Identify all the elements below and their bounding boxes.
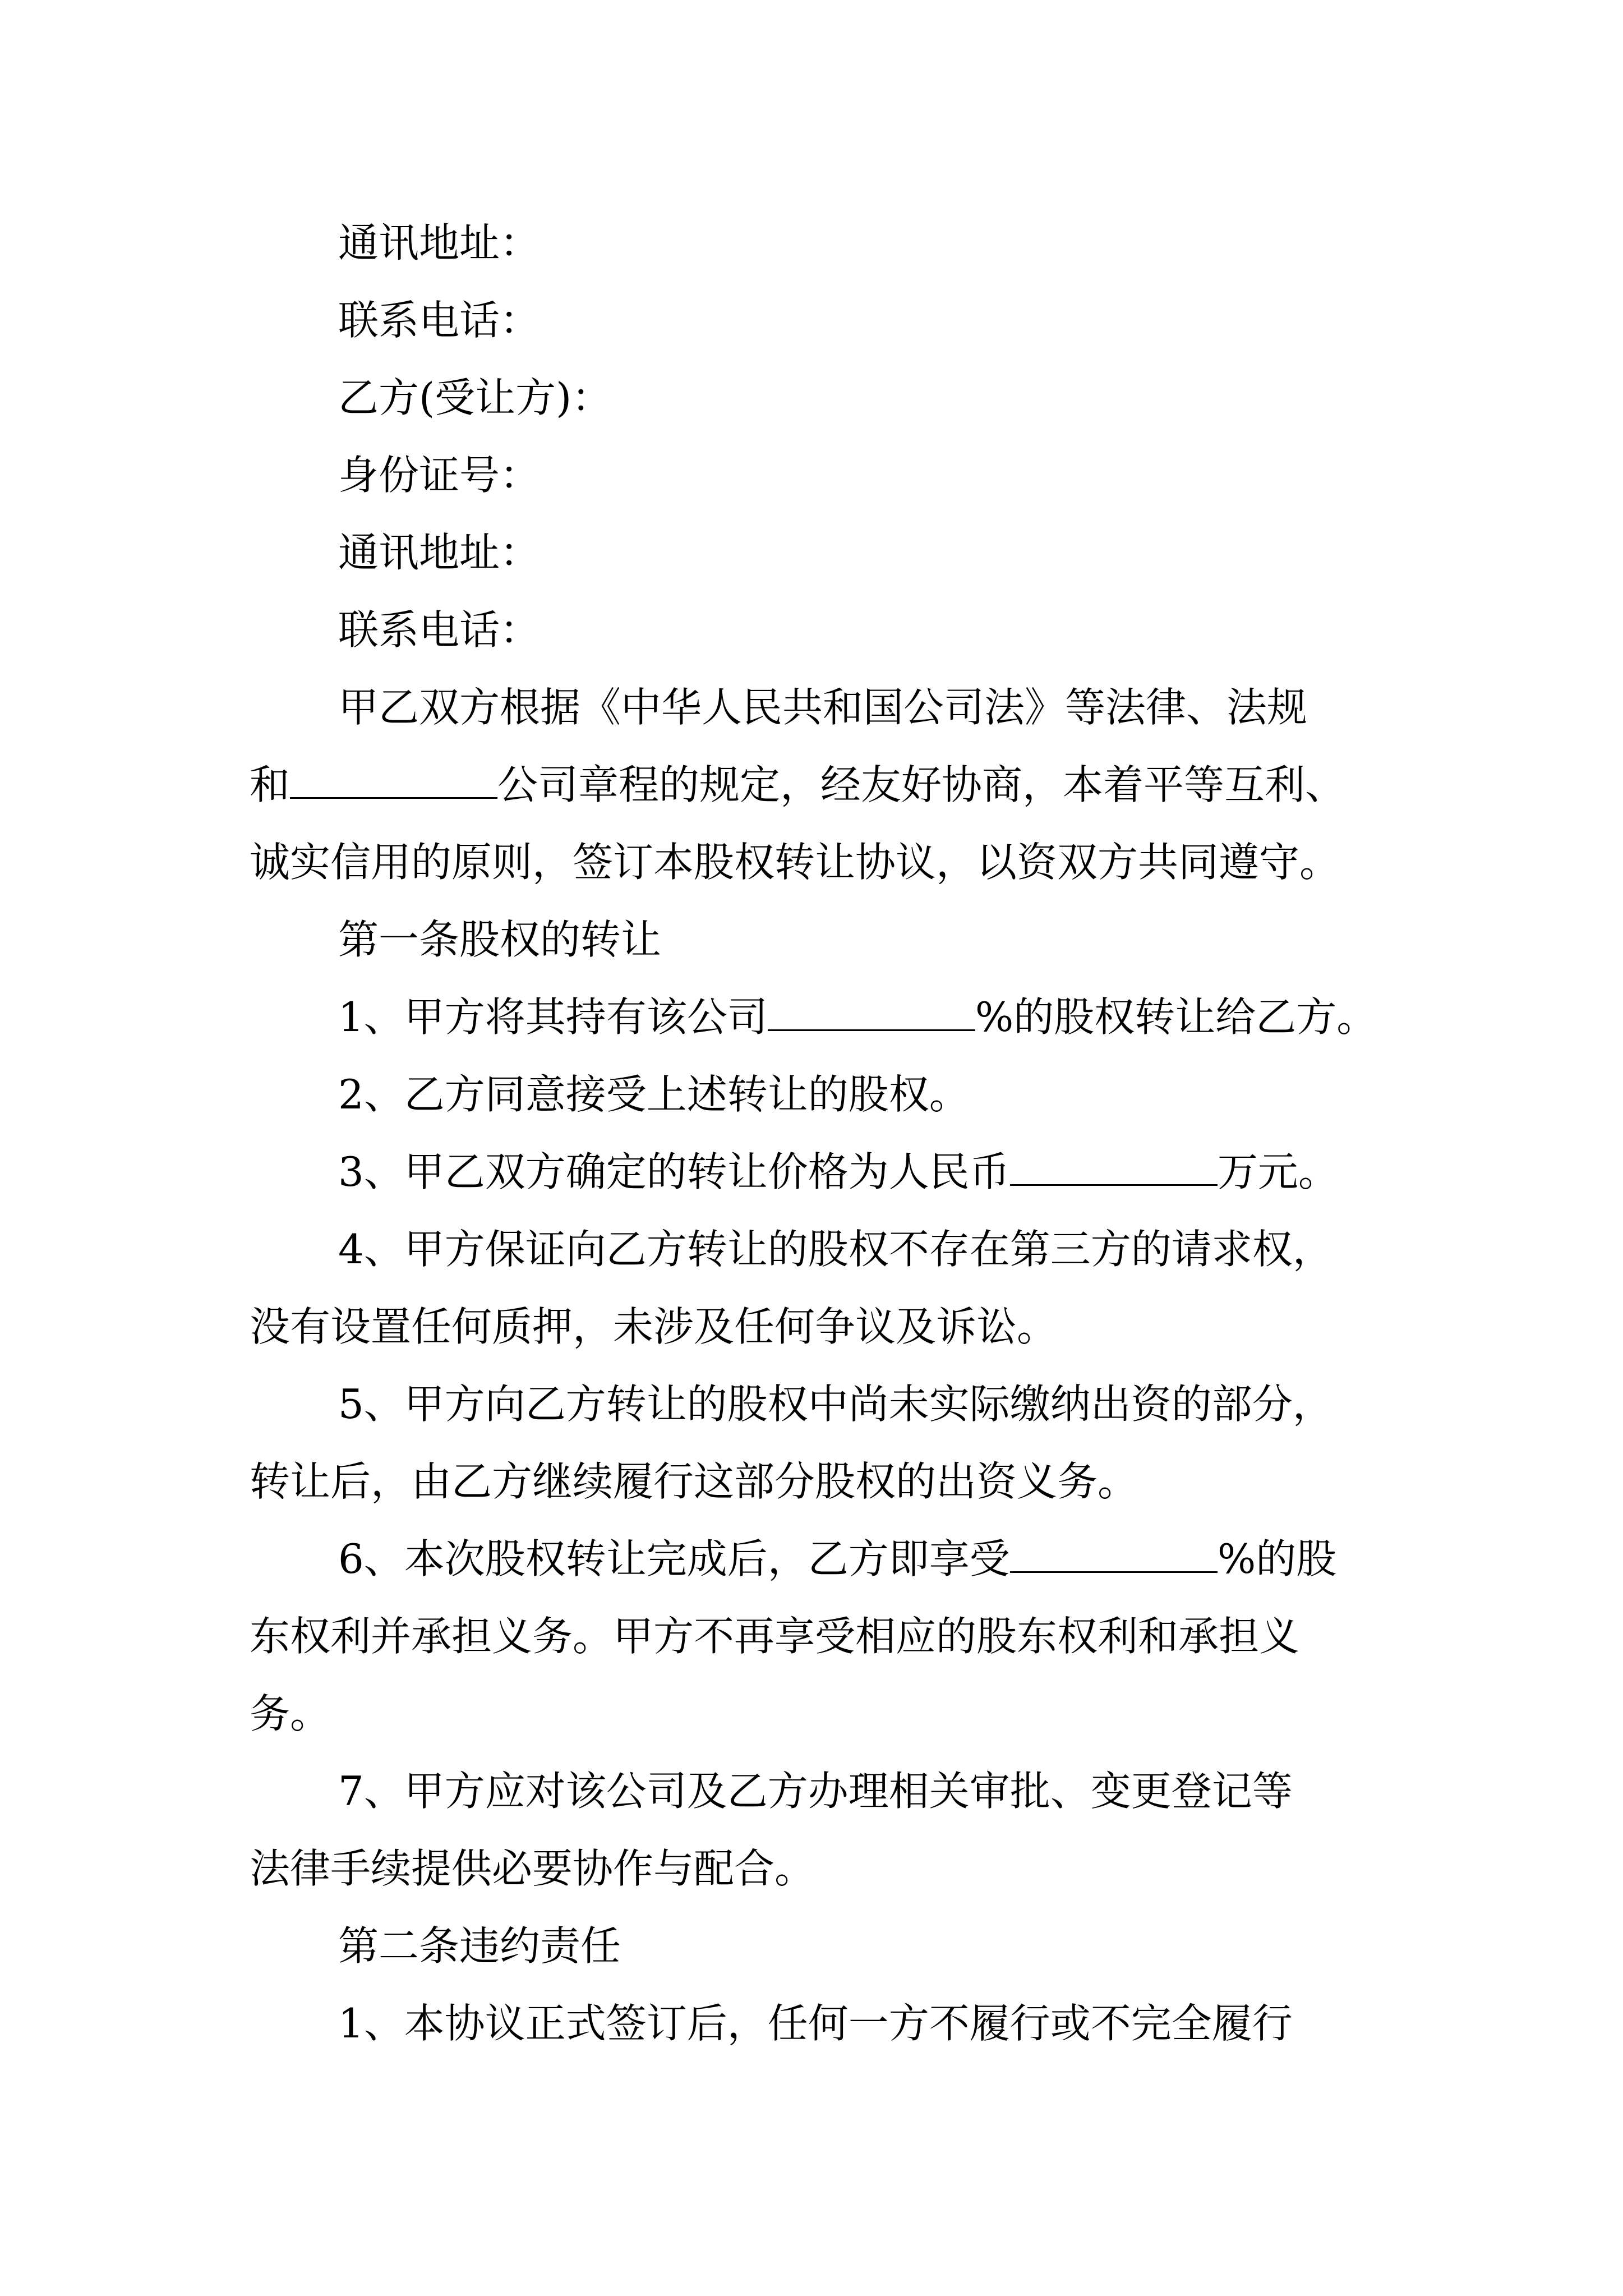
line-text: 转让后，由乙方继续履行这部分股权的出资义务。 bbox=[250, 1458, 1138, 1505]
text-line bbox=[250, 978, 1388, 1056]
line-text: 乙方(受让方)： bbox=[338, 374, 612, 421]
line-text: 通讯地址： bbox=[338, 219, 541, 266]
text-line bbox=[250, 204, 1388, 282]
line-text: 第二条违约责任 bbox=[338, 1922, 621, 1970]
section-heading bbox=[250, 1907, 1388, 1985]
fill-in-blank bbox=[768, 996, 975, 1031]
line-text: 1、甲方将其持有该公司 bbox=[338, 993, 768, 1041]
fill-in-blank bbox=[290, 763, 497, 799]
text-line bbox=[250, 436, 1388, 514]
fill-in-blank bbox=[1010, 1151, 1218, 1186]
line-text: 东权利并承担义务。甲方不再享受相应的股东权利和承担义 bbox=[250, 1613, 1300, 1660]
text-line bbox=[250, 823, 1388, 901]
line-text: 万元。 bbox=[1217, 1148, 1339, 1195]
line-text: 务。 bbox=[250, 1690, 331, 1737]
line-text: 1、本协议正式签订后，任何一方不履行或不完全履行 bbox=[338, 2000, 1293, 2047]
line-text: 身份证号： bbox=[338, 452, 541, 499]
text-line bbox=[250, 1752, 1388, 1830]
text-line bbox=[250, 1288, 1388, 1365]
line-text: %的股 bbox=[1217, 1535, 1337, 1582]
text-line bbox=[250, 1598, 1388, 1675]
line-text: %的股权转让给乙方。 bbox=[975, 993, 1377, 1041]
text-line bbox=[250, 1365, 1388, 1443]
text-line bbox=[250, 514, 1388, 591]
section-heading bbox=[250, 901, 1388, 978]
line-text: 公司章程的规定，经友好协商，本着平等互利、 bbox=[497, 761, 1346, 808]
text-line bbox=[250, 1520, 1388, 1598]
text-line bbox=[250, 591, 1388, 669]
line-text: 通讯地址： bbox=[338, 529, 541, 576]
line-text: 诚实信用的原则，签订本股权转让协议，以资双方共同遵守。 bbox=[250, 839, 1340, 886]
text-line bbox=[250, 669, 1388, 746]
line-text: 和 bbox=[250, 761, 291, 808]
text-line bbox=[250, 1211, 1388, 1288]
text-line bbox=[250, 1985, 1388, 2062]
fill-in-blank bbox=[1010, 1538, 1218, 1573]
text-line bbox=[250, 1675, 1388, 1752]
line-text: 没有设置任何质押，未涉及任何争议及诉讼。 bbox=[250, 1303, 1058, 1350]
line-text: 甲乙双方根据《中华人民共和国公司法》等法律、法规 bbox=[338, 684, 1308, 731]
line-text: 法律手续提供必要协作与配合。 bbox=[250, 1845, 815, 1892]
line-text: 7、甲方应对该公司及乙方办理相关审批、变更登记等 bbox=[338, 1768, 1293, 1815]
text-line bbox=[250, 1443, 1388, 1520]
line-text: 5、甲方向乙方转让的股权中尚未实际缴纳出资的部分， bbox=[338, 1381, 1333, 1428]
line-text: 4、甲方保证向乙方转让的股权不存在第三方的请求权， bbox=[338, 1226, 1333, 1273]
line-text: 第一条股权的转让 bbox=[338, 916, 662, 963]
line-text: 联系电话： bbox=[338, 606, 541, 654]
line-text: 联系电话： bbox=[338, 297, 541, 344]
text-line bbox=[250, 1056, 1388, 1133]
document-body bbox=[250, 204, 1388, 2062]
text-line bbox=[250, 746, 1388, 823]
text-line bbox=[250, 359, 1388, 436]
text-line bbox=[250, 282, 1388, 359]
line-text: 3、甲乙双方确定的转让价格为人民币 bbox=[338, 1148, 1010, 1195]
line-text: 2、乙方同意接受上述转让的股权。 bbox=[338, 1071, 970, 1118]
text-line bbox=[250, 1830, 1388, 1907]
line-text: 6、本次股权转让完成后，乙方即享受 bbox=[338, 1535, 1010, 1582]
text-line bbox=[250, 1133, 1388, 1211]
